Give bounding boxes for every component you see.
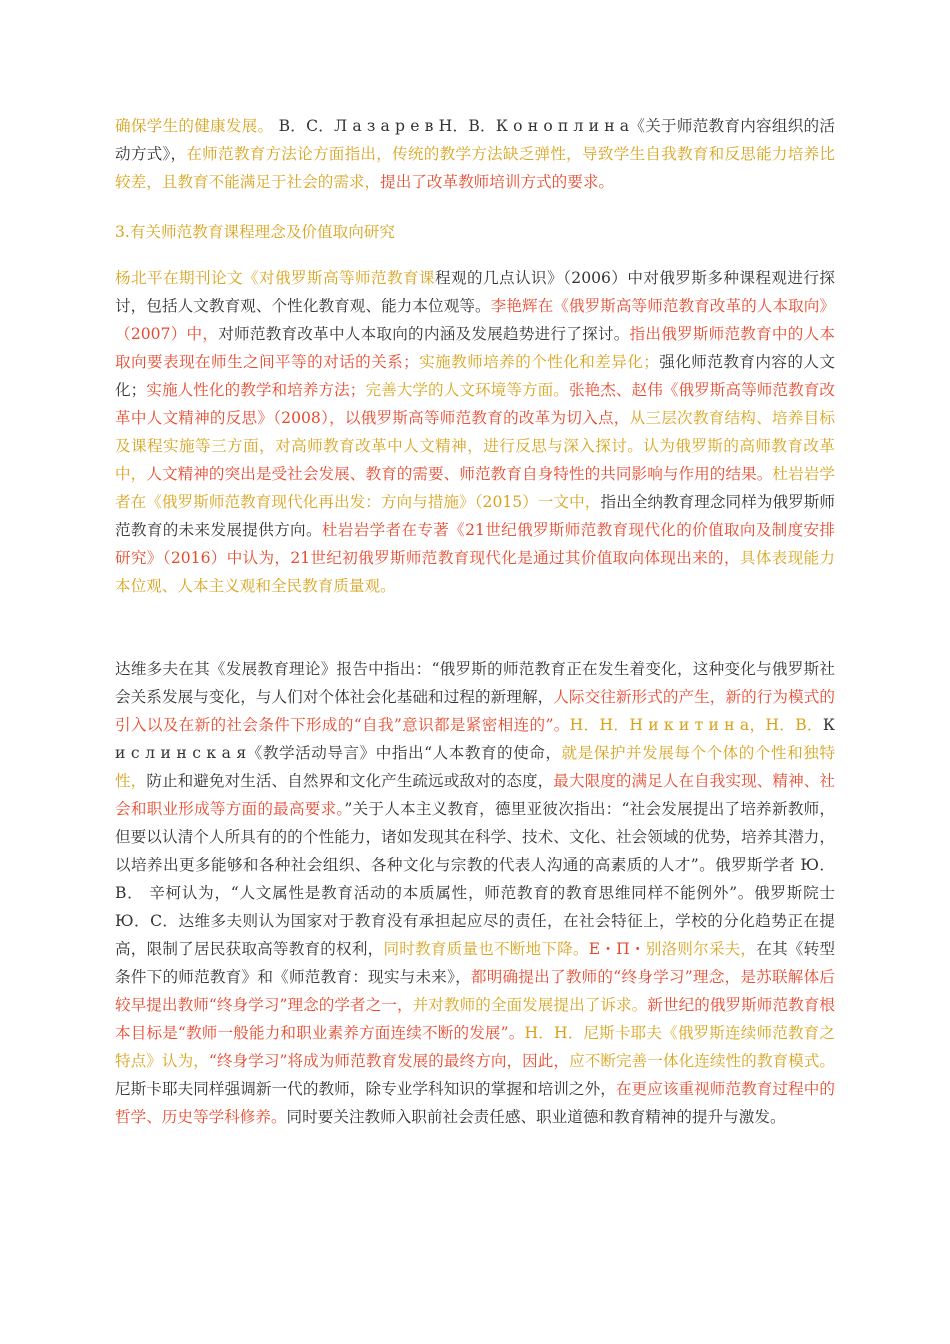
text-segment: Н．Н．Н и к и т и н а，Н．В． [569,716,823,734]
text-segment: 提出了改革教师培训方式的要求。 [380,173,615,191]
text-segment: 应不断完善一体化连续性的教育模式。 [569,1052,835,1070]
text-segment: 防止和避免对生活、自然界和文化产生疏远或敌对的态度， [146,772,554,790]
text-segment: 杜岩岩学者在《俄罗斯师范教育现代化再出发：方向与措施》（2015）一文中， [115,465,835,511]
text-segment: 尼斯卡耶夫同样强调新一代的教师，除专业学科知识的掌握和培训之外， [115,1080,616,1098]
text-segment: 张艳杰、赵伟《俄罗斯高等师范教育改革中人文精神的反思》（2008），以俄罗斯高等师范教育的改革为切入点， [115,381,835,427]
text-segment: 指出全纳教育理念同样为俄罗斯师范教育的未来发展提供方向。 [115,493,835,539]
text-segment: 人文精神的突出是受社会发展、教育的需要、师范教育自身特性的共同影响与作用的结果。 [146,465,773,483]
text-segment: ”关于人本主义教育，德里亚彼次指出：“社会发展提出了培养新教师，但要以认清个人所具有的的个性能力，诸如发现其在科学、技术、文化、社会领域的优势，培养其潜力，以培养出更多能够和各种社会组织、各种文化与宗教的代表人沟通的高素质的人才”。俄罗斯学者 Ю．В． 辛柯认为，“人文属性是教育活动的本质属性，师范教育的教育思维同样不能例外”。俄罗斯院士 Ю．С．达维多夫则认为国家对于教育没有承担起应尽的责任，在社会特征上，学校的分化趋势正在提高，限制了居民获取高等教育的权利， [115,800,836,958]
text-segment: 实施教师培养的个性化和差异化； [418,353,659,371]
text-segment: К и с л и н с к а я《教学活动导言》中指出“人本教育的使命， [115,716,835,762]
text-segment: 确保学生的健康发展。 [115,117,274,135]
text-segment: 指出俄罗斯师范教育中的人本取向要表现在师生之间平等的对话的关系； [115,325,835,371]
text-segment: 新世纪的俄罗斯师范教育根本目标是“教师一般能力和职业素养方面连续不断的发展”。 [115,996,835,1042]
paragraph-3 [115,655,835,1131]
text-segment: 实施人性化的教学和培养方法； [146,381,366,399]
text-segment: 别洛则尔采夫， [645,940,757,958]
text-segment: 3.有关师范教育课程理念及价值取向研究 [115,223,395,241]
text-segment: “终身学习”将成为师范教育发展的最终方向，因此， [208,1052,570,1070]
text-segment: 同时要关注教师入职前社会责任感、职业道德和教育精神的提升与激发。 [286,1108,786,1126]
text-segment: 杜岩岩学者在专著《21世纪俄罗斯师范教育现代化的价值取向及制度安排研究》（2016）中认为，21世纪初俄罗斯师范教育现代化是通过其价值取向体现出来的， [115,521,835,567]
paragraph-2 [115,264,835,600]
text-segment: 完善大学的人文环境等方面。 [365,381,569,399]
text-segment: 在其《转型条件下的师范教育》和《师范教育：现实与未来》， [115,940,835,986]
text-segment: 李艳辉在《俄罗斯高等师范教育改革的人本取向》（2007）中， [115,297,835,343]
text-segment: В．С．Л а з а р е в Н．В．К о н о п л и н а《关于师范教育内容组织的活动方式》， [115,117,835,163]
text-segment: 强化师范教育内容的人文化； [115,353,835,399]
text-segment: 程观的几点认识》（2006）中对俄罗斯多种课程观进行探讨，包括人文教育观、个性化教育观、能力本位观等。 [115,269,835,315]
text-segment: 就是保护并发展每个个体的个性和独特性， [115,744,835,790]
text-segment: 都明确提出了教师的“终身学习”理念，是苏联解体后较早提出教师“终身学习”理念的学者之一， [115,968,835,1014]
text-segment: 从三层次教育结构、培养目标及课程实施等三方面，对高师教育改革中人文精神，进行反思与深入探讨。认为俄罗斯的高师教育改革中， [115,409,835,483]
section-heading [115,218,835,246]
paragraph-1 [115,112,835,196]
text-segment: 人际交往新形式的产生，新的行为模式的引入以及在新的社会条件下形成的“自我”意识都是紧密相连的”。 [115,688,835,734]
text-segment: Н．Н．尼斯卡耶夫《俄罗斯连续师范教育之特点》认为， [115,1024,835,1070]
text-segment: 在师范教育方法论方面指出，传统的教学方法缺乏弹性，导致学生自我教育和反思能力培养比较差，且教育不能满足于社会的需求， [115,145,835,191]
text-segment: 在更应该重视师范教育过程中的哲学、历史等学科修养。 [115,1080,835,1126]
text-segment: 对师范教育改革中人本取向的内涵及发展趋势进行了探讨。 [218,325,630,343]
text-segment: 并对教师的全面发展提出了诉求。 [412,996,648,1014]
text-segment: Е・П・ [588,940,646,958]
text-segment: 达维多夫在其《发展教育理论》报告中指出：“俄罗斯的师范教育正在发生着变化，这种变化与俄罗斯社会关系发展与变化，与人们对个体社会化基础和过程的新理解， [115,660,835,706]
text-segment: 最大限度的满足人在自我实现、精神、社会和职业形成等方面的最高要求。 [115,772,835,818]
text-segment: 杨北平在期刊论文《对俄罗斯高等师范教育课 [115,269,436,287]
text-segment: 同时教育质量也不断地下降。 [383,940,589,958]
text-segment: 具体表现能力本位观、人本主义观和全民教育质量观。 [115,549,835,595]
